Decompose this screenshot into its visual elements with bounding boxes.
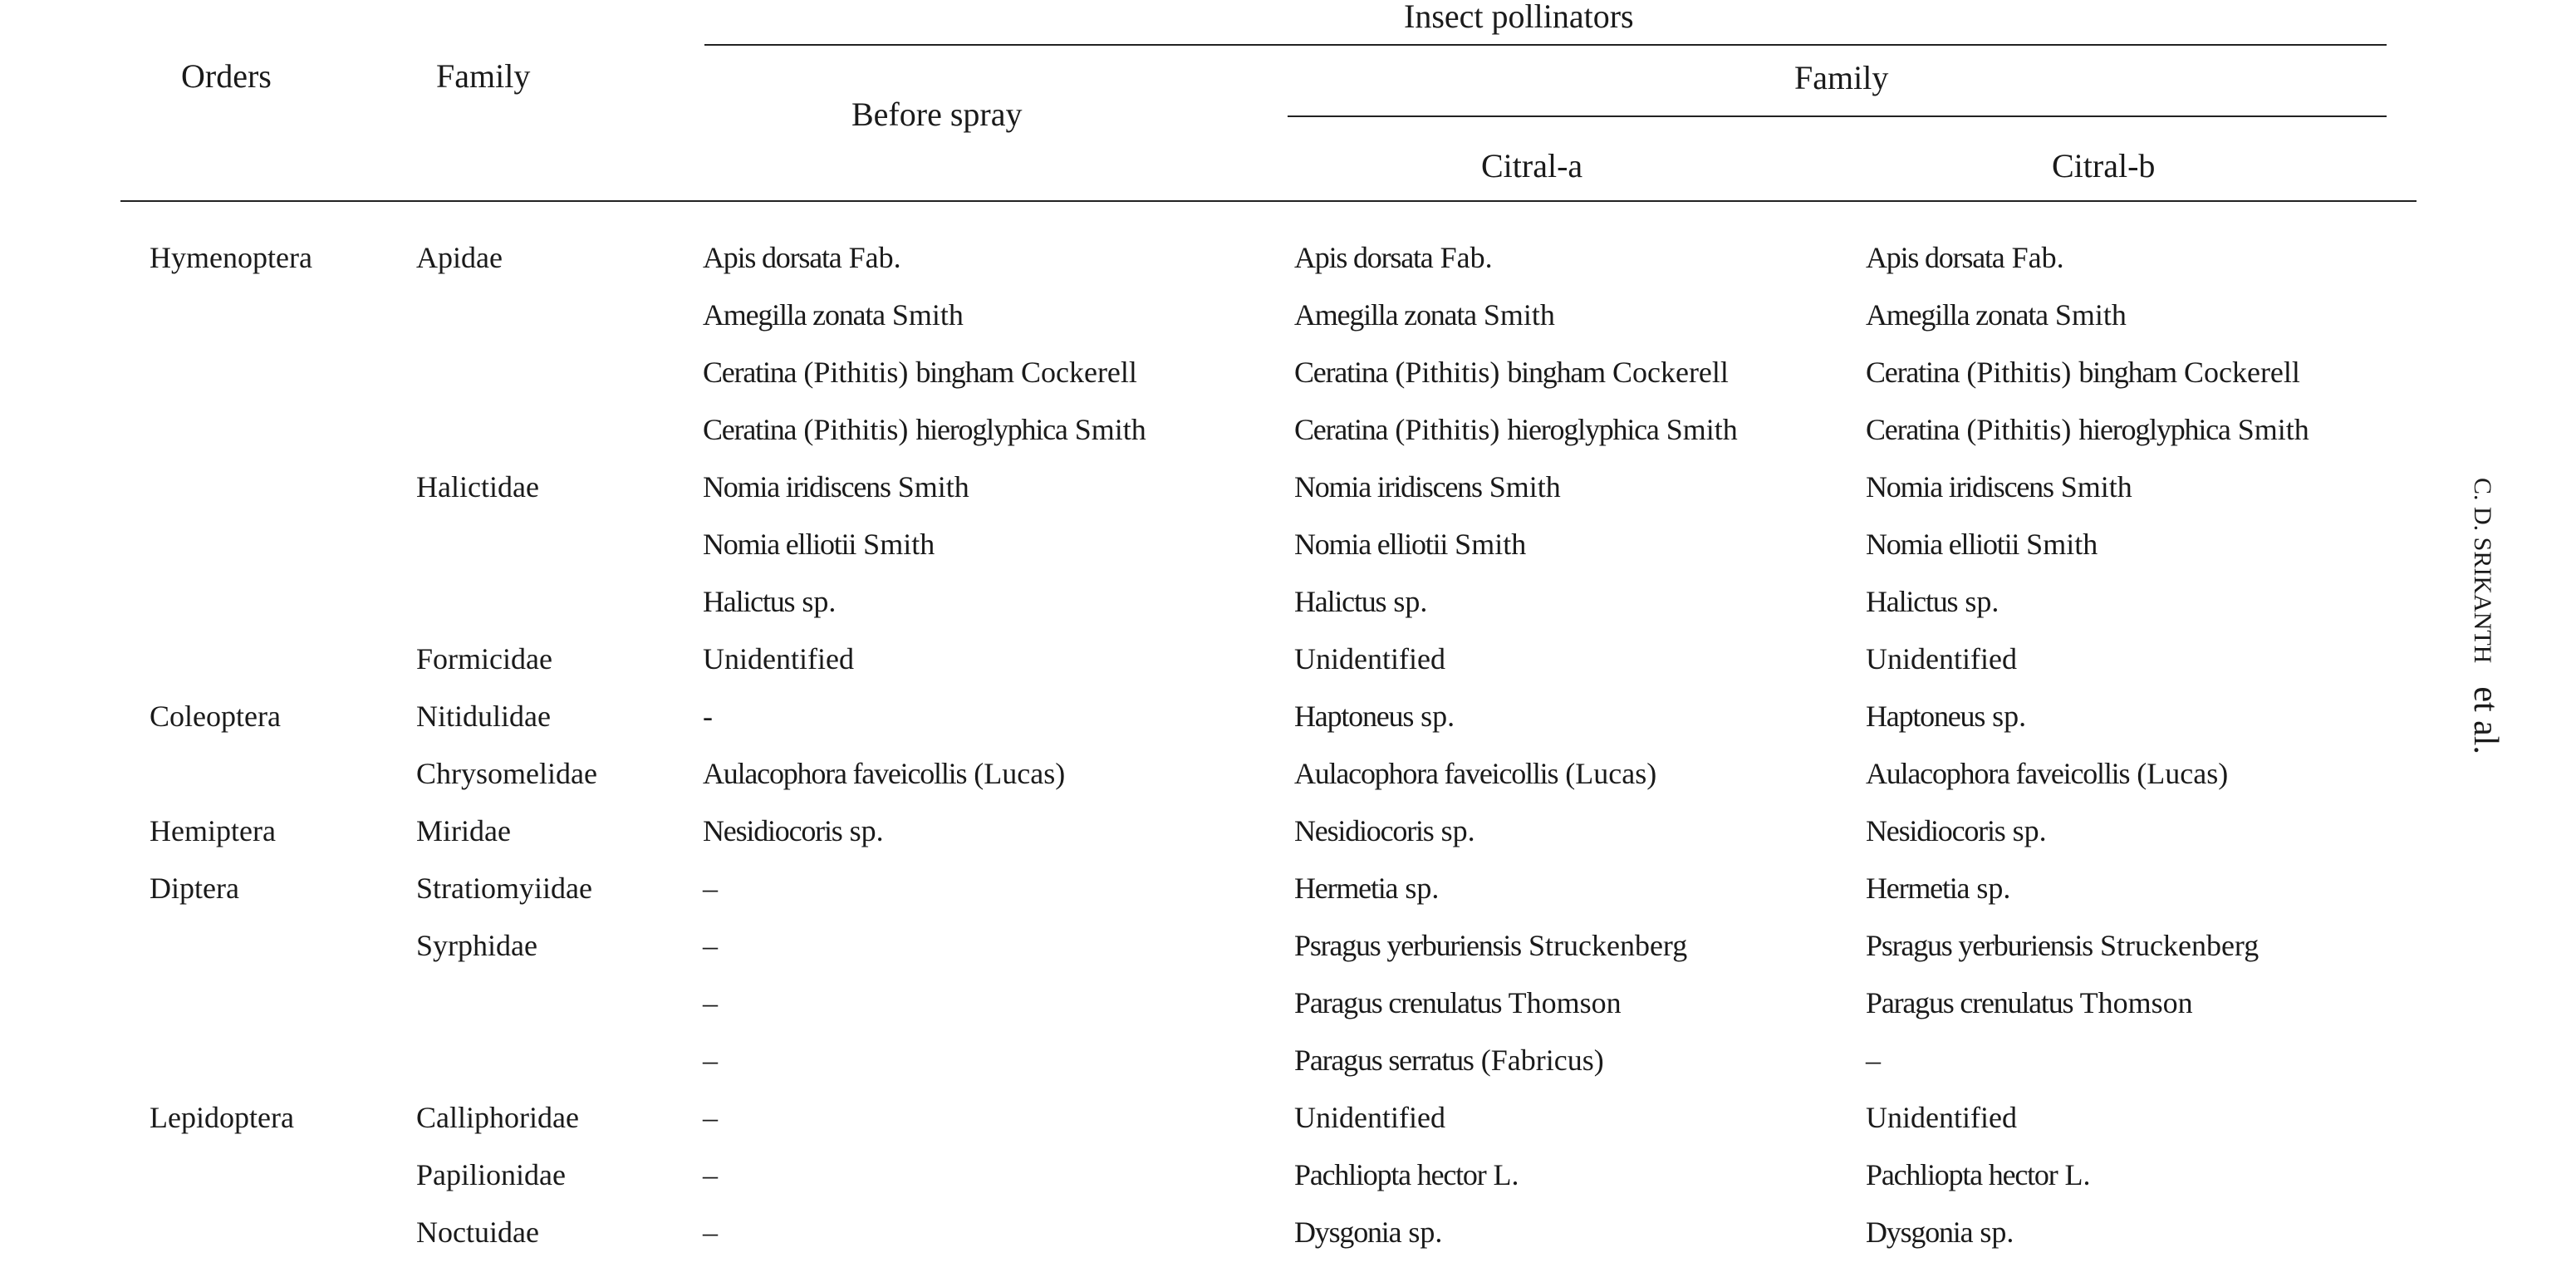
species-name: Amegilla zonata	[1294, 298, 1476, 332]
species-name: Ceratina	[1866, 413, 1960, 446]
authority-text: (Pithitis)	[1959, 356, 2079, 389]
authority-text: –	[703, 1101, 718, 1134]
species-name: Halictus	[1866, 585, 1958, 618]
cell-citral-a	[1294, 587, 1427, 616]
cell-before	[703, 1160, 718, 1190]
authority-text: (Pithitis)	[1959, 413, 2079, 446]
authority-text: sp.	[794, 585, 837, 618]
authority-text: –	[703, 986, 718, 1019]
header-citral-b: Citral-b	[2052, 147, 2156, 184]
cell-family: Nitidulidae	[416, 700, 551, 733]
species-name: Ceratina	[1294, 356, 1388, 389]
species-name: Paragus crenulatus	[1866, 986, 2073, 1019]
authority-text: sp.	[1397, 872, 1440, 905]
species-name: Ceratina	[703, 413, 797, 446]
authority-text: –	[703, 929, 718, 962]
authority-text: (Lucas)	[1558, 757, 1657, 790]
cell-citral-b	[1866, 357, 2300, 387]
species-epithet: hieroglyphica	[915, 413, 1067, 446]
cell-citral-a	[1294, 644, 1445, 674]
species-name: Nesidiocoris	[703, 814, 842, 847]
cell-citral-b	[1866, 873, 2010, 903]
cell-family: Calliphoridae	[416, 1101, 579, 1134]
authority-text: sp.	[1386, 585, 1428, 618]
authority-text: Smith	[884, 298, 964, 332]
authority-text: L.	[1485, 1158, 1519, 1191]
cell-before	[703, 873, 718, 903]
species-name: Haptoneus	[1866, 700, 1985, 733]
species-name: Aulacophora faveicollis	[1294, 757, 1558, 790]
species-name: Nomia iridiscens	[1294, 470, 1482, 503]
species-name: Hermetia	[1866, 872, 1970, 905]
authority-text: sp.	[1969, 872, 2011, 905]
species-name: Ceratina	[703, 356, 797, 389]
authority-text: Smith	[1481, 470, 1561, 503]
authority-text: (Lucas)	[2129, 757, 2229, 790]
cell-family: Syrphidae	[416, 929, 537, 962]
species-name: Nomia iridiscens	[1866, 470, 2053, 503]
cell-citral-a	[1294, 243, 1493, 273]
cell-citral-b	[1866, 415, 2309, 444]
header-orders: Orders	[181, 57, 272, 95]
species-epithet: hieroglyphica	[2078, 413, 2230, 446]
species-name: Nesidiocoris	[1294, 814, 1434, 847]
header-family: Family	[436, 57, 531, 95]
authority-text: –	[703, 1044, 718, 1077]
cell-citral-b	[1866, 1045, 1881, 1075]
authority-text: Smith	[2047, 298, 2127, 332]
authority-text: (Pithitis)	[796, 413, 916, 446]
cell-order: Hymenoptera	[150, 241, 312, 274]
species-name: Paragus crenulatus	[1294, 986, 1502, 1019]
cell-order: Diptera	[150, 872, 239, 905]
cell-before	[703, 644, 854, 674]
authority-text: Struckenberg	[2092, 929, 2260, 962]
cell-citral-b	[1866, 701, 2026, 731]
species-epithet: bingham	[1507, 356, 1605, 389]
cell-before	[703, 415, 1146, 444]
authority-text: (Pithitis)	[1387, 356, 1508, 389]
species-name: Pachliopta hector	[1866, 1158, 2058, 1191]
species-name: Apis dorsata	[1294, 241, 1433, 274]
running-head-etal: et al.	[2466, 686, 2505, 754]
cell-citral-a	[1294, 300, 1555, 330]
species-name: Psragus yerburiensis	[1294, 929, 1521, 962]
cell-citral-b	[1866, 587, 1999, 616]
authority-text: Cockerell	[1604, 356, 1729, 389]
header-citral-a: Citral-a	[1481, 147, 1583, 184]
species-name: Nomia elliotii	[703, 528, 856, 561]
cell-before	[703, 1217, 718, 1247]
species-name: Amegilla zonata	[703, 298, 885, 332]
cell-before	[703, 701, 713, 731]
species-name: Hermetia	[1294, 872, 1398, 905]
species-name: Psragus yerburiensis	[1866, 929, 2093, 962]
authority-text: –	[1866, 1044, 1881, 1077]
species-name: Nomia iridiscens	[703, 470, 891, 503]
cell-before	[703, 529, 935, 559]
cell-order: Hemiptera	[150, 814, 276, 847]
cell-citral-b	[1866, 529, 2098, 559]
authority-text: Smith	[2019, 528, 2098, 561]
cell-before	[703, 759, 1065, 788]
cell-family: Formicidae	[416, 642, 552, 675]
cell-citral-a	[1294, 931, 1687, 960]
authority-text: Smith	[1067, 413, 1146, 446]
authority-text: Fab.	[1432, 241, 1493, 274]
species-name: Aulacophora faveicollis	[1866, 757, 2130, 790]
rule-under-insect-pollinators	[704, 44, 2387, 46]
authority-text: L.	[2057, 1158, 2091, 1191]
authority-text: Unidentified	[1866, 1101, 2017, 1134]
authority-text: Struckenberg	[1520, 929, 1688, 962]
cell-before	[703, 988, 718, 1018]
header-insect-pollinators: Insect pollinators	[1404, 0, 1634, 35]
authority-text: sp.	[1985, 700, 2027, 733]
cell-citral-b	[1866, 759, 2228, 788]
species-epithet: bingham	[915, 356, 1013, 389]
cell-citral-a	[1294, 357, 1729, 387]
authority-text: –	[703, 1158, 718, 1191]
species-name: Apis dorsata	[1866, 241, 2004, 274]
cell-citral-a	[1294, 988, 1622, 1018]
authority-text: sp.	[2004, 814, 2047, 847]
authority-text: Cockerell	[1013, 356, 1137, 389]
authority-text: (Fabricus)	[1473, 1044, 1604, 1077]
cell-citral-a	[1294, 873, 1439, 903]
rule-under-family-group	[1288, 115, 2387, 117]
running-head	[2466, 478, 2505, 793]
cell-citral-a	[1294, 816, 1475, 846]
species-name: Nomia elliotii	[1866, 528, 2019, 561]
cell-before	[703, 472, 969, 502]
species-name: Paragus serratus	[1294, 1044, 1474, 1077]
authority-text: –	[703, 1216, 718, 1249]
authority-text: -	[703, 700, 713, 733]
species-name: Nesidiocoris	[1866, 814, 2005, 847]
species-name: Halictus	[1294, 585, 1386, 618]
authority-text: sp.	[1957, 585, 1999, 618]
cell-family: Papilionidae	[416, 1158, 566, 1191]
authority-text: –	[703, 872, 718, 905]
cell-citral-a	[1294, 759, 1656, 788]
cell-family: Chrysomelidae	[416, 757, 597, 790]
cell-citral-a	[1294, 529, 1526, 559]
cell-before	[703, 816, 884, 846]
authority-text: Thomson	[2073, 986, 2193, 1019]
species-name: Nomia elliotii	[1294, 528, 1448, 561]
running-head-text	[2468, 478, 2503, 754]
cell-order: Coleoptera	[150, 700, 281, 733]
cell-before	[703, 1103, 718, 1132]
cell-citral-b	[1866, 1217, 2014, 1247]
authority-text: (Pithitis)	[1387, 413, 1508, 446]
cell-family: Apidae	[416, 241, 503, 274]
authority-text: Thomson	[1501, 986, 1622, 1019]
cell-citral-a	[1294, 415, 1738, 444]
cell-citral-b	[1866, 644, 2017, 674]
authority-text: Unidentified	[1294, 1101, 1445, 1134]
authority-text: Smith	[2053, 470, 2132, 503]
species-name: Halictus	[703, 585, 795, 618]
authority-text: Fab.	[2004, 241, 2064, 274]
species-name: Dysgonia	[1866, 1216, 1973, 1249]
authority-text: (Pithitis)	[796, 356, 916, 389]
authority-text: Smith	[856, 528, 935, 561]
authority-text: sp.	[1413, 700, 1455, 733]
authority-text: Fab.	[841, 241, 901, 274]
cell-citral-b	[1866, 472, 2132, 502]
authority-text: Unidentified	[1866, 642, 2017, 675]
cell-before	[703, 357, 1137, 387]
cell-citral-b	[1866, 931, 2259, 960]
species-name: Apis dorsata	[703, 241, 841, 274]
authority-text: sp.	[1433, 814, 1475, 847]
cell-before	[703, 243, 901, 273]
cell-family: Halictidae	[416, 470, 539, 503]
cell-citral-a	[1294, 1160, 1519, 1190]
rule-under-header	[120, 200, 2417, 202]
cell-citral-b	[1866, 243, 2064, 273]
species-name: Haptoneus	[1294, 700, 1414, 733]
cell-citral-b	[1866, 988, 2193, 1018]
cell-order: Lepidoptera	[150, 1101, 294, 1134]
cell-citral-a	[1294, 1217, 1442, 1247]
species-name: Ceratina	[1294, 413, 1388, 446]
cell-citral-b	[1866, 816, 2047, 846]
authority-text: Smith	[1447, 528, 1527, 561]
cell-citral-b	[1866, 1160, 2091, 1190]
header-family-group: Family	[1794, 59, 1889, 96]
authority-text: sp.	[1972, 1216, 2014, 1249]
cell-family: Stratiomyiidae	[416, 872, 592, 905]
cell-family: Noctuidae	[416, 1216, 539, 1249]
authority-text: (Lucas)	[966, 757, 1066, 790]
species-name: Amegilla zonata	[1866, 298, 2048, 332]
species-name: Aulacophora faveicollis	[703, 757, 967, 790]
cell-citral-b	[1866, 1103, 2017, 1132]
cell-before	[703, 300, 964, 330]
species-name: Pachliopta hector	[1294, 1158, 1486, 1191]
cell-citral-a	[1294, 1103, 1445, 1132]
cell-before	[703, 931, 718, 960]
authority-text: Smith	[2230, 413, 2309, 446]
cell-citral-a	[1294, 472, 1561, 502]
cell-citral-b	[1866, 300, 2127, 330]
cell-citral-a	[1294, 701, 1455, 731]
cell-before	[703, 587, 836, 616]
authority-text: Unidentified	[1294, 642, 1445, 675]
cell-before	[703, 1045, 718, 1075]
species-name: Ceratina	[1866, 356, 1960, 389]
running-head-author: C. D. SRIKANTH	[2469, 478, 2496, 664]
authority-text: sp.	[841, 814, 884, 847]
cell-citral-a	[1294, 1045, 1604, 1075]
species-name: Dysgonia	[1294, 1216, 1401, 1249]
cell-family: Miridae	[416, 814, 511, 847]
authority-text: Smith	[890, 470, 969, 503]
species-epithet: hieroglyphica	[1507, 413, 1659, 446]
authority-text: Smith	[1475, 298, 1555, 332]
authority-text: sp.	[1401, 1216, 1443, 1249]
authority-text: Unidentified	[703, 642, 854, 675]
header-before-spray: Before spray	[851, 96, 1023, 133]
authority-text: Cockerell	[2176, 356, 2300, 389]
authority-text: Smith	[1658, 413, 1738, 446]
species-epithet: bingham	[2078, 356, 2176, 389]
